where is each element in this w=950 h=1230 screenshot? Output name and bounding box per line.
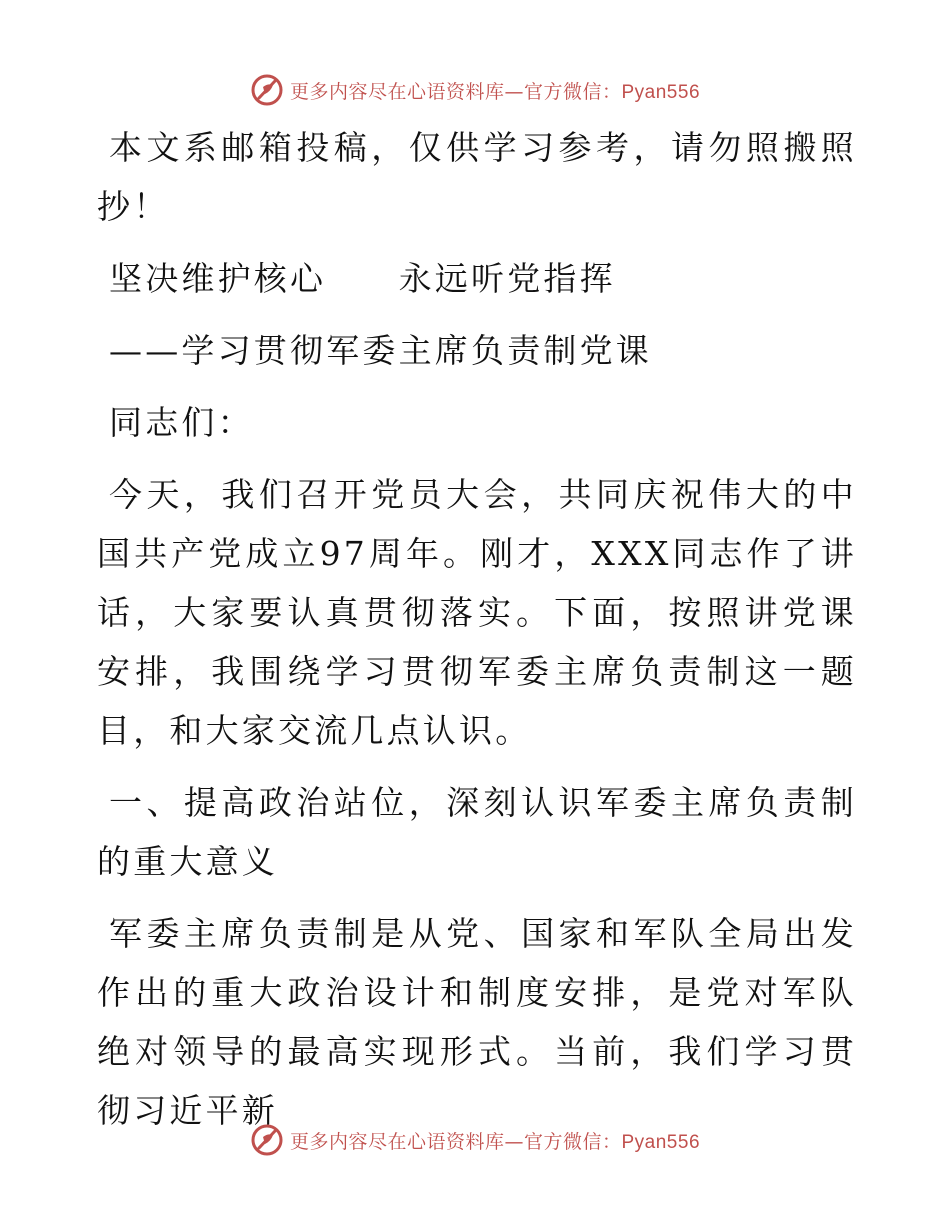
quill-seal-icon (250, 1123, 284, 1157)
paragraph-intro: 今天，我们召开党员大会，共同庆祝伟大的中国共产党成立97周年。刚才，XXX同志作了讲话，大家要认真贯彻落实。下面，按照讲党课安排，我围绕学习贯彻军委主席负责制这一题目，和大家交流几点认识。 (97, 475, 857, 750)
header-watermark (0, 70, 950, 110)
document-subtitle: ——学习贯彻军委主席负责制党课 (109, 331, 652, 370)
document-title: 坚决维护核心 永远听党指挥 (109, 259, 616, 298)
document-body (97, 118, 857, 1140)
salutation: 同志们： (109, 403, 254, 442)
paragraph-section-1: 军委主席负责制是从党、国家和军队全局出发作出的重大政治设计和制度安排，是党对军队绝对领导的最高实现形式。当前，我们学习贯彻习近平新 (97, 914, 857, 1130)
section-heading-1: 一、提高政治站位，深刻认识军委主席负责制的重大意义 (97, 783, 857, 881)
notice-text: 本文系邮箱投稿，仅供学习参考，请勿照搬照抄！ (97, 128, 857, 226)
footer-watermark (0, 1120, 950, 1160)
watermark-text: 更多内容尽在心语资料库—官方微信：Pyan556 (289, 1130, 701, 1153)
quill-seal-icon (250, 73, 284, 107)
watermark-text: 更多内容尽在心语资料库—官方微信：Pyan556 (289, 80, 701, 103)
